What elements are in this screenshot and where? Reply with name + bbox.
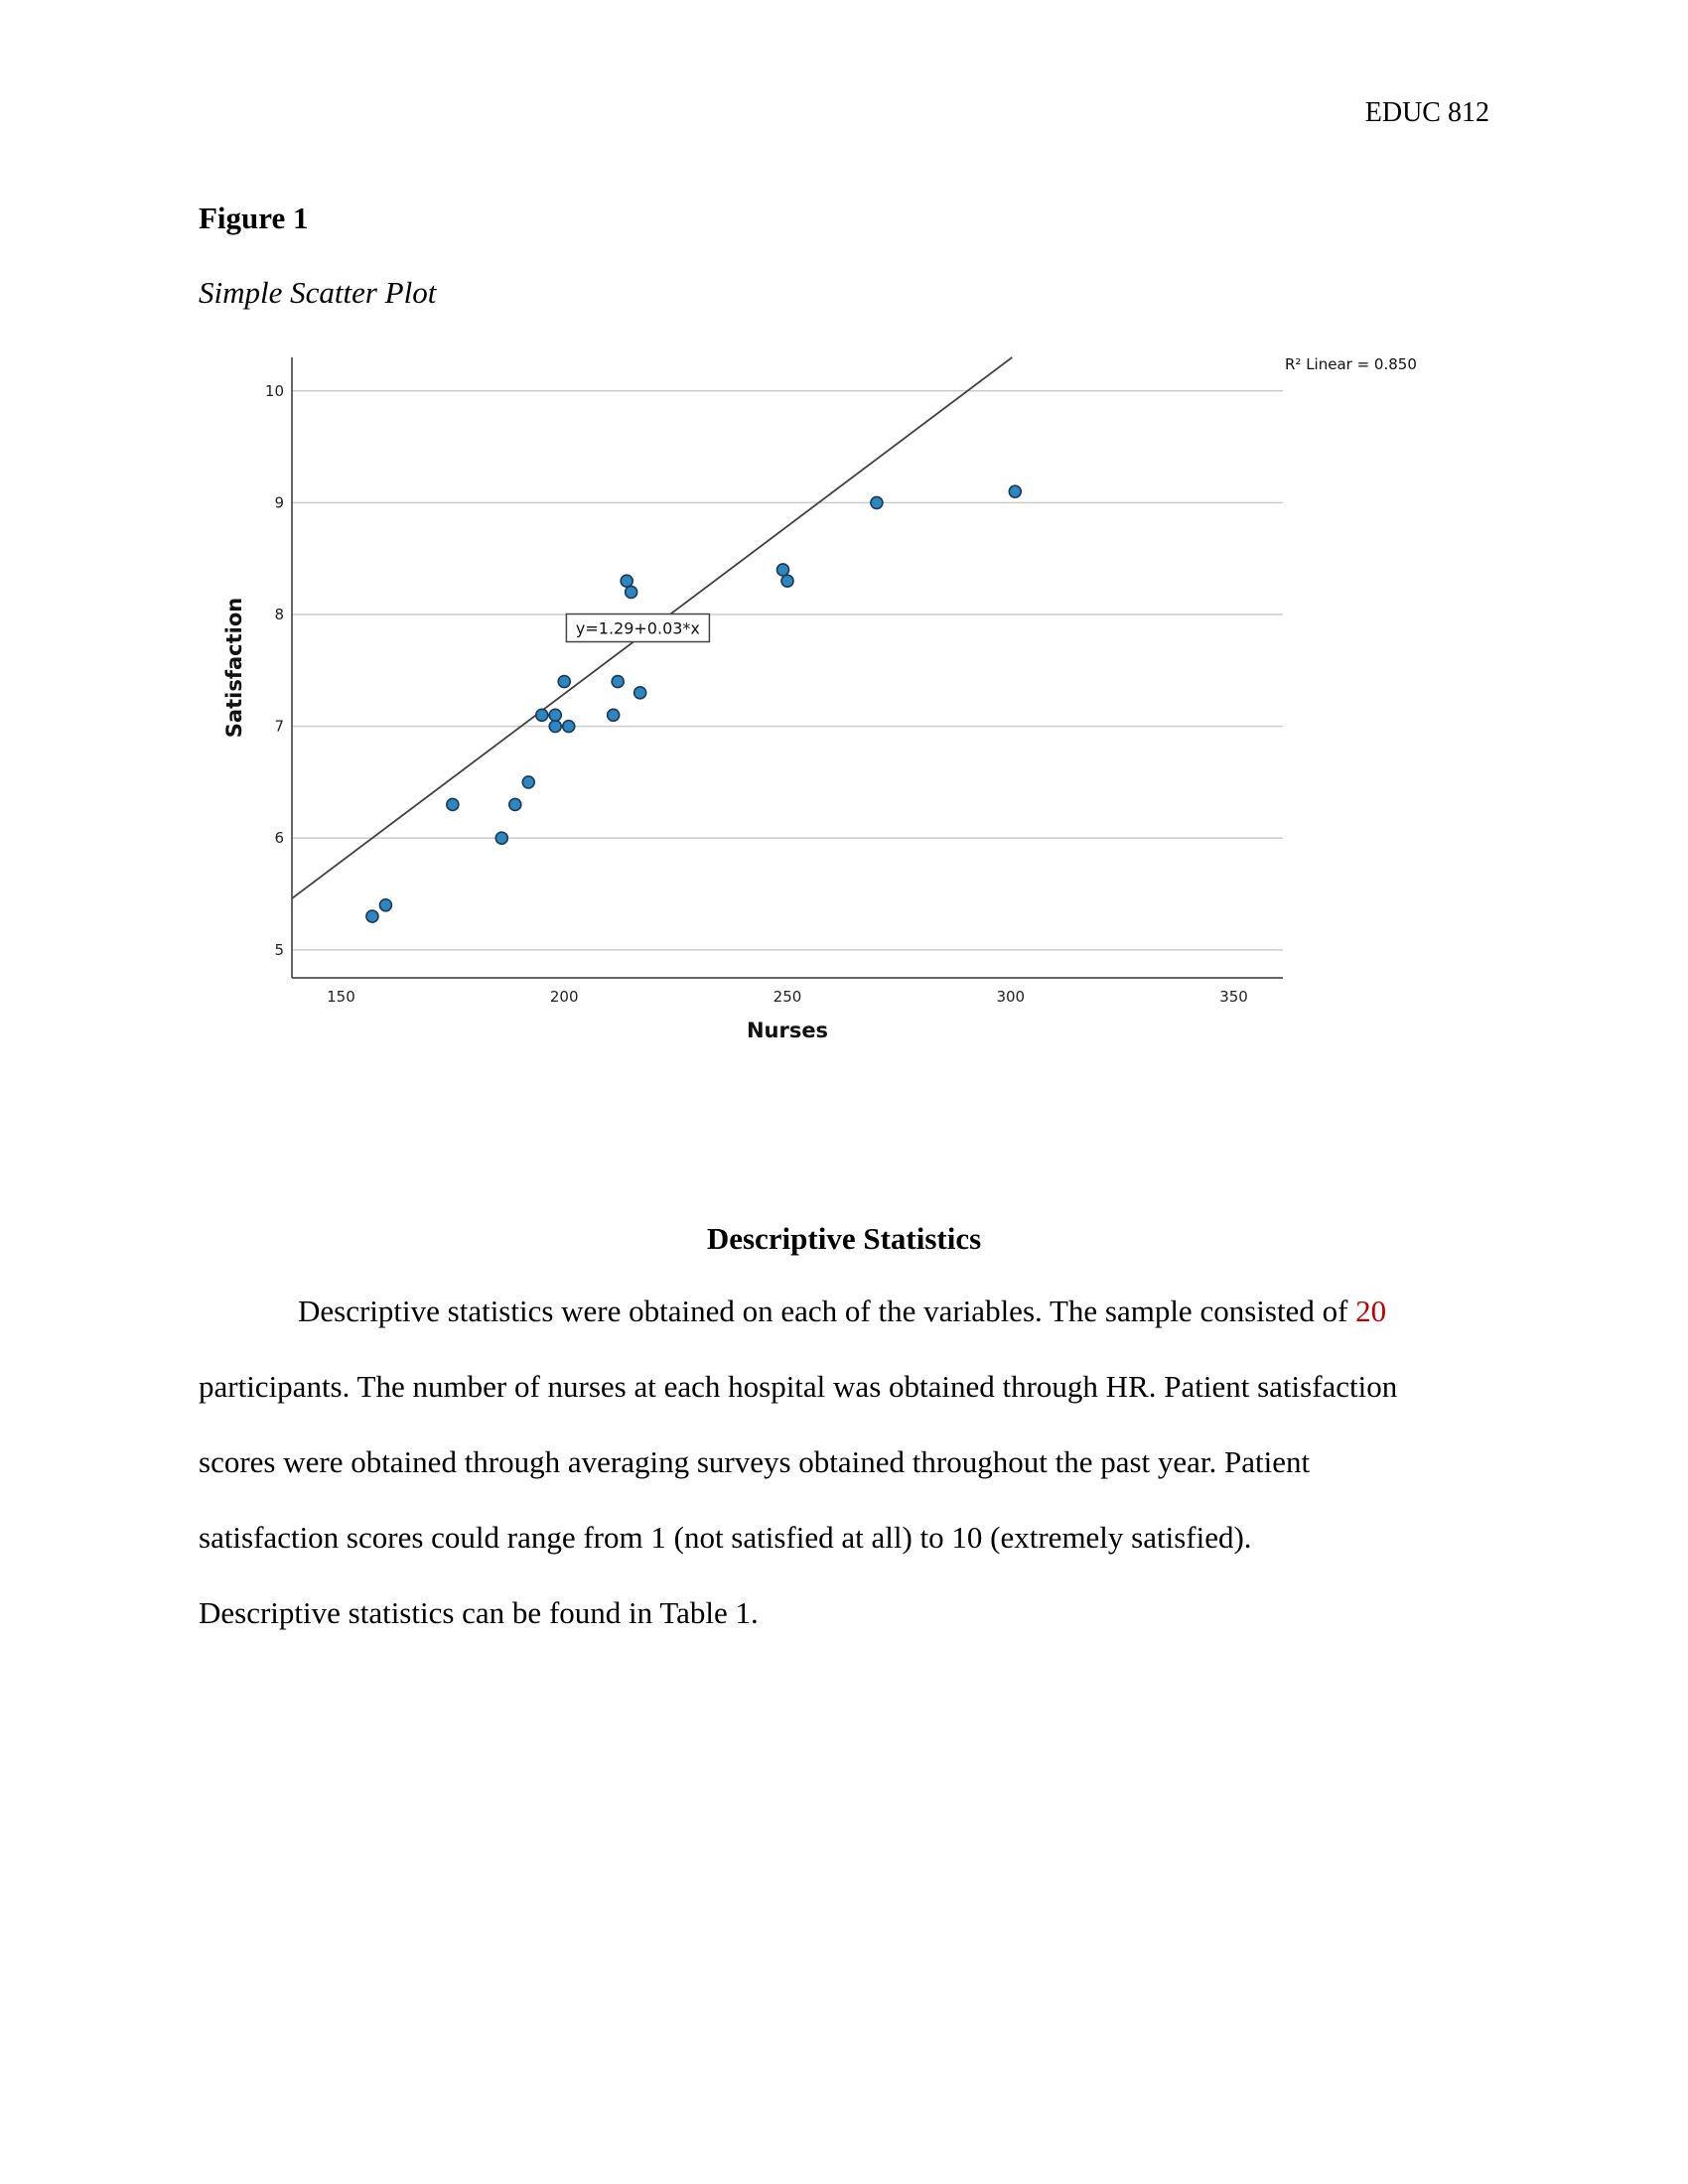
scatter-chart [209, 338, 1460, 1072]
data-point [522, 776, 534, 788]
section-heading: Descriptive Statistics [706, 1221, 982, 1256]
data-point [558, 676, 570, 688]
data-point [549, 709, 561, 721]
data-point [871, 496, 883, 508]
data-point [634, 687, 646, 699]
fit-equation-label: y=1.29+0.03*x [575, 618, 700, 638]
data-point [626, 586, 637, 598]
body-paragraph [199, 1274, 1499, 1651]
data-point [1009, 485, 1021, 497]
y-tick-label: 6 [274, 829, 284, 848]
r-squared-label: R² Linear = 0.850 [1285, 355, 1417, 373]
line-1-text: Descriptive statistics were obtained on each of the variables. The sample consisted of [298, 1294, 1356, 1328]
y-tick-label: 8 [274, 606, 284, 624]
data-point [563, 721, 575, 733]
figure-title: Simple Scatter Plot [199, 275, 437, 310]
page-header-course: EDUC 812 [1364, 97, 1489, 128]
x-axis-title: Nurses [746, 1019, 829, 1042]
data-point [549, 721, 561, 733]
data-point [781, 575, 793, 587]
paragraph-line-1 [199, 1274, 1499, 1349]
data-point [379, 899, 391, 911]
x-tick-label: 300 [996, 988, 1026, 1006]
y-tick-label: 9 [274, 493, 284, 512]
data-point [777, 564, 789, 576]
x-tick-label: 250 [773, 988, 802, 1006]
x-tick-label: 200 [549, 988, 579, 1006]
x-tick-label: 150 [327, 988, 355, 1006]
data-point [366, 910, 378, 922]
data-point [447, 798, 459, 810]
data-point [608, 709, 620, 721]
y-tick-label: 10 [264, 381, 284, 400]
sample-size-value: 20 [1355, 1294, 1387, 1328]
y-axis-title: Satisfaction [222, 597, 246, 739]
data-point [536, 709, 548, 721]
data-point [495, 832, 507, 844]
paragraph-line-2: participants. The number of nurses at each hospital was obtained through HR. Patient satisfaction [199, 1369, 1398, 1404]
y-tick-label: 5 [274, 940, 284, 959]
paragraph-line-5: Descriptive statistics can be found in Table 1. [199, 1595, 759, 1630]
data-point [509, 798, 521, 810]
x-tick-label: 350 [1219, 988, 1248, 1006]
paragraph-line-3: scores were obtained through averaging surveys obtained throughout the past year. Patient [199, 1444, 1311, 1479]
data-point [621, 575, 633, 587]
y-tick-label: 7 [274, 717, 284, 736]
figure-label: Figure 1 [199, 201, 309, 235]
data-point [612, 676, 624, 688]
paragraph-line-4: satisfaction scores could range from 1 (not satisfied at all) to 10 (extremely satisfied). [199, 1520, 1252, 1555]
